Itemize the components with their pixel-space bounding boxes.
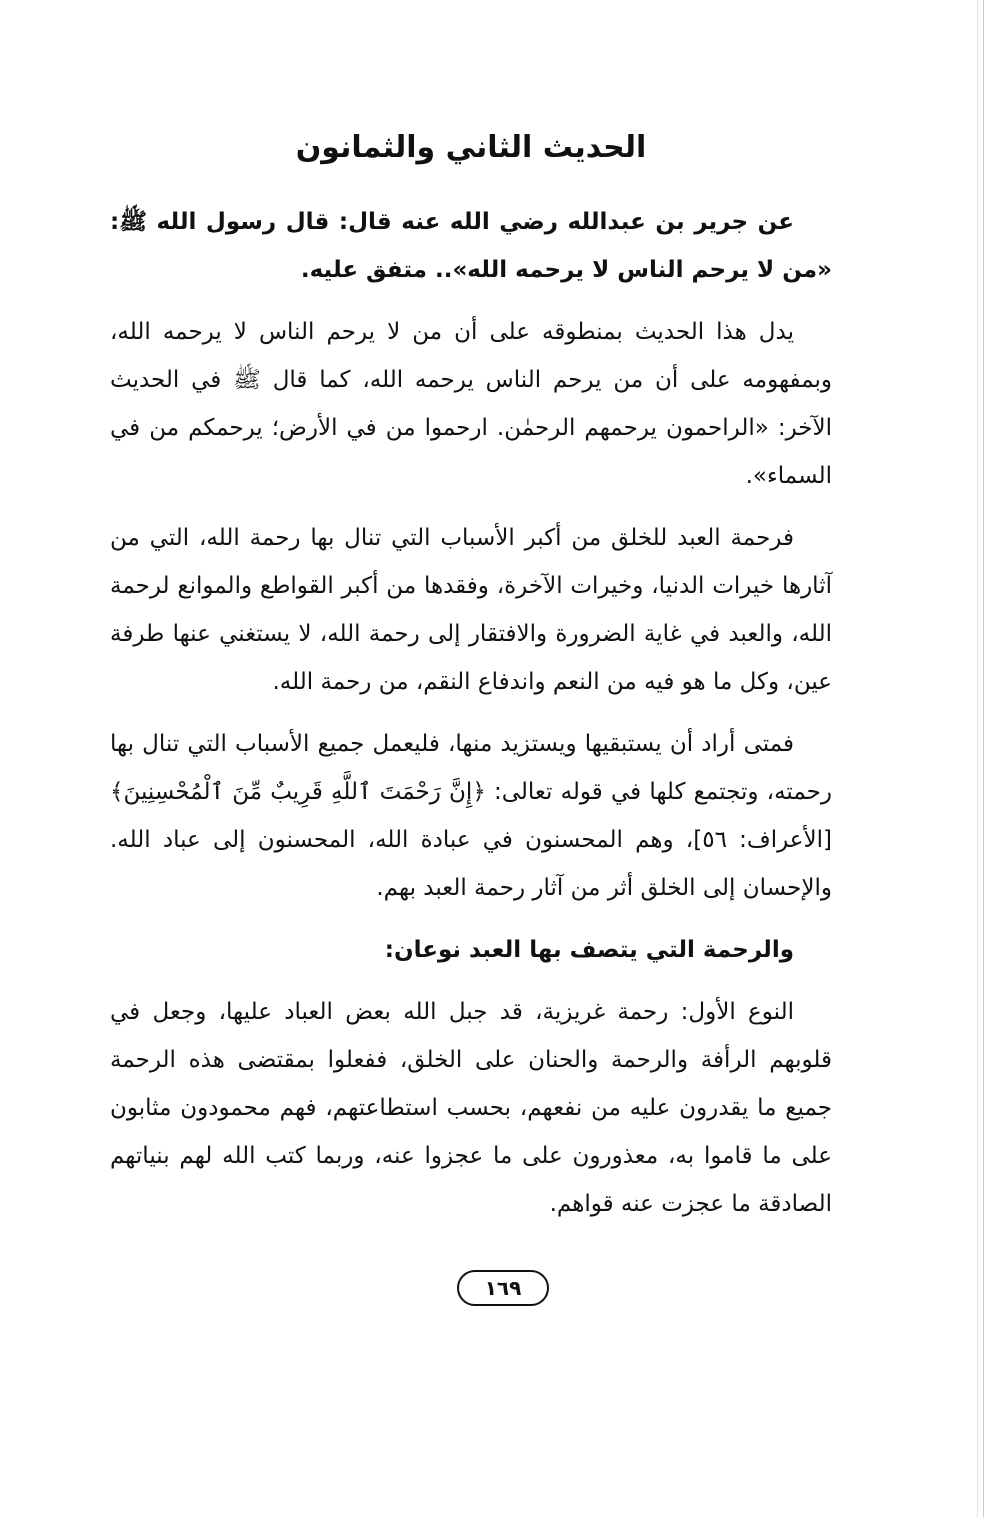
hadith-paragraph: عن جرير بن عبدالله رضي الله عنه قال: قال رسول الله ﷺ: «من لا يرحم الناس لا يرحمه الله».. متفق عليه. [110, 209, 832, 283]
page-content [110, 118, 832, 1242]
explanation-paragraph-3: فمتى أراد أن يستبقيها ويستزيد منها، فليعمل جميع الأسباب التي تنال بها رحمته، وتجتمع كلها في قوله تعالى: ﴿إِنَّ رَحْمَتَ ٱللَّهِ قَرِيبٌ مِّنَ ٱلْمُحْسِنِينَ﴾ [الأعراف: ٥٦]، وهم المحسنون في عبادة الله، المحسنون إلى عباد الله. والإحسان إلى الخلق أثر من آثار رحمة العبد بهم. [110, 731, 833, 901]
explanation-paragraph-2: فرحمة العبد للخلق من أكبر الأسباب التي تنال بها رحمة الله، التي من آثارها خيرات الدنيا، وخيرات الآخرة، وفقدها من أكبر القواطع والموانع لرحمة الله، والعبد في غاية الضرورة والافتقار إلى رحمة الله، لا يستغني عنها طرفة عين، وكل ما هو فيه من النعم واندفاع النقم، من رحمة الله. [110, 525, 832, 695]
section-intro: والرحمة التي يتصف بها العبد نوعان: [384, 937, 794, 963]
explanation-paragraph-1: يدل هذا الحديث بمنطوقه على أن من لا يرحم الناس لا يرحمه الله، وبمفهومه على أن من يرحم الناس يرحمه الله، كما قال ﷺ في الحديث الآخر: «الراحمون يرحمهم الرحمٰن. ارحموا من في الأرض؛ يرحمكم من في السماء». [110, 319, 832, 489]
type-one-paragraph: النوع الأول: رحمة غريزية، قد جبل الله بعض العباد عليها، وجعل في قلوبهم الرأفة والرحمة والحنان على الخلق، ففعلوا بمقتضى هذه الرحمة جميع ما يقدرون عليه من نفعهم، بحسب استطاعتهم، فهم محمودون مثابون على ما قاموا به، معذورون على ما عجزوا عنه، وربما كتب الله لهم بنياتهم الصادقة ما عجزت عنه قواهم. [110, 999, 832, 1217]
page-number-badge: ١٦٩ [457, 1270, 549, 1306]
page-footer [0, 1270, 1006, 1306]
page-title: الحديث الثاني والثمانون [295, 130, 647, 165]
